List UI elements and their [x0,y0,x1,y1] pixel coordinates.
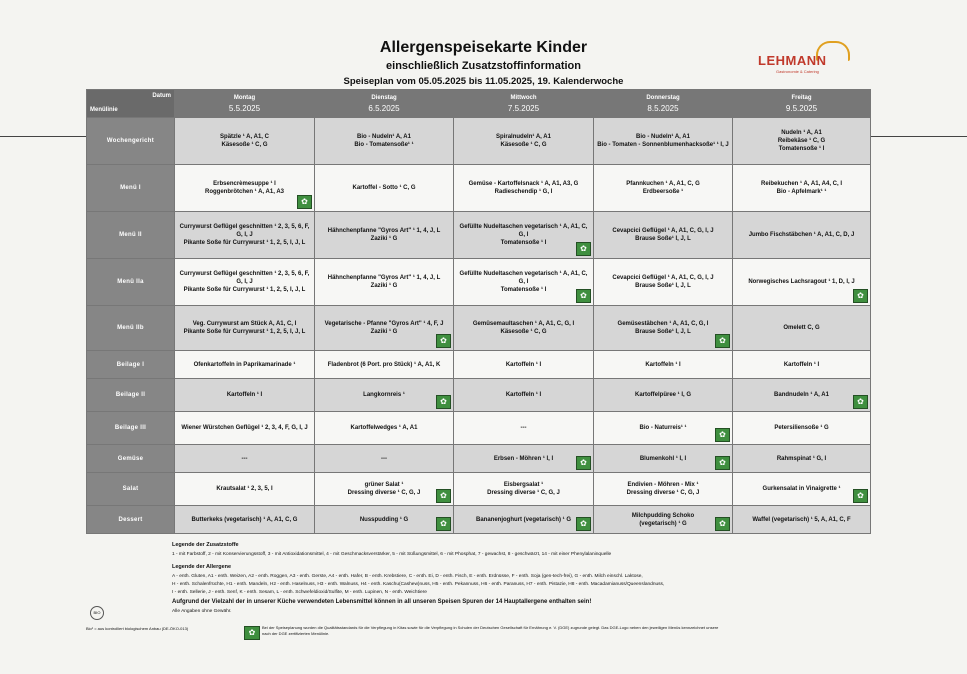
dish-cell [733,165,871,212]
additives-title: Legende der Zusatzstoffe [172,542,239,548]
dge-leaf-icon: ✿ [576,289,591,303]
dish-line: Currywurst Geflügel geschnitten ¹ 2, 3, 5, 6, F, G, I, J [179,271,310,285]
lehmann-logo [758,45,853,75]
additives-text: 1 - mit Farbstoff, 2 - mit Konservierungsstoff, 3 - mit Antioxidationsmittel, 4 - mit Geschmacksverstärker, 5 - mit Süßungsmittel, 6 - mit Phosphat, 7 - gewachst, 8 - geschwärzt, 14 - mit einer Phenylalaninquelle [172,552,612,557]
dish-cell [175,473,315,506]
dish-cell [594,212,733,259]
dish-line: Spiralnudeln¹ A, A1 [496,134,551,140]
dish-line: Bananenjoghurt (vegetarisch) ¹ G [475,516,571,523]
dish-line: Kartoffeln ¹ I [645,361,681,368]
dish-line: Kartoffel - Sotto ¹ C, G [352,185,416,191]
dish-cell [315,445,454,473]
dge-leaf-icon: ✿ [436,395,451,409]
dish-line: Käsesoße ¹ C, G [500,329,547,335]
dish-cell [315,118,454,165]
dish-line: Tomatensoße ¹ I [778,146,825,152]
dish-cell [594,473,733,506]
dish-cell [594,506,733,534]
table-row [87,212,871,259]
dish-line: --- [520,425,527,431]
dish-cell [454,306,594,351]
dish-cell [733,473,871,506]
dish-line: Tomatensoße ¹ I [500,240,547,246]
dish-line: --- [381,455,387,462]
allergens-line-3: I - enth. Sellerie, J - enth. Senf, K - enth. Sesam, L - enth. Schwefeldioxid/Sulfite, M - enth. Lupinen, N - enth. Weichtiere [172,590,427,595]
table-corner [87,90,175,118]
dish-line: Langkornreis ¹ [363,392,405,398]
dish-cell [175,306,315,351]
day-name: Mittwoch [510,95,537,101]
dish-line: Radieschendip ¹ G, I [494,189,553,195]
dish-cell [454,473,594,506]
dish-line: Petersiliensoße ¹ G [774,425,829,431]
dish-line: Kartoffelpüree ¹ I, G [634,392,691,398]
dish-line: Omelett C, G [783,325,820,331]
table-row [87,118,871,165]
menu-table [86,89,871,534]
dish-line: Brause Soße¹ I, J, L [635,236,691,242]
allergens-line-1: A - enth. Gluten, A1 - enth. Weizen, A2 - enth. Roggen, A3 - enth. Gerste, A4 - enth. Hafer, B - enth. Krebstiere, C - enth. Ei, D - enth. Fisch, E - enth. Erdnüsse, F - enth. Soja (gen-tech-frei), G - enth. Milch einschl. Laktose, [172,574,643,579]
dge-leaf-icon: ✿ [436,517,451,531]
menu-line-label: Menü II [87,212,175,259]
dish-cell [733,379,871,412]
dish-line: Reibekäse ¹ C, G [777,138,826,144]
dish-line: Pfannkuchen ¹ A, A1, C, G [626,181,700,187]
menu-line-label: Menü IIb [87,306,175,351]
dish-cell [175,351,315,379]
day-date: 6.5.2025 [368,104,400,113]
dish-line: Kartoffelwedges ¹ A, A1 [350,425,418,431]
dish-line: Bio - Apfelmark¹ ¹ [776,189,827,195]
day-date: 8.5.2025 [647,104,679,113]
dish-cell [733,118,871,165]
dish-line: Käsesoße ¹ C, G [221,142,268,148]
dish-line: Vegetarische - Pfanne "Gyros Art" ¹ 4, F, J [324,321,444,327]
dish-line: Pikante Soße für Currywurst ¹ 1, 2, 5, I, J, L [183,240,306,246]
table-row [87,445,871,473]
dish-cell [454,212,594,259]
table-row [87,259,871,306]
dish-cell [454,445,594,473]
allergen-warning: Aufgrund der Vielzahl der in unserer Küche verwendeten Lebensmittel können in all unseren Speisen Spuren der 14 Hauptallergene enthalten sein! [172,599,592,605]
dish-cell [454,259,594,306]
dish-line: Pikante Soße für Currywurst ¹ 1, 2, 5, I, J, L [183,287,306,293]
day-name: Montag [233,95,256,101]
dish-line: Veg. Currywurst am Stück A, A1, C, I [192,321,297,327]
dish-line: Dressing diverse ¹ C, G, J [626,490,700,496]
menu-line-label: Gemüse [87,445,175,473]
dish-cell [175,118,315,165]
dish-line: Erdbeersoße ¹ [642,189,684,195]
dish-line: Hähnchenpfanne "Gyros Art" ¹ 1, 4, J, L [327,228,441,234]
dish-line: Blumenkohl ¹ I, I [639,455,687,462]
dish-line: Käsesoße ¹ C, G [500,142,547,148]
dish-line: grüner Salat ¹ [364,482,404,488]
dish-cell [175,165,315,212]
logo-text: LEHMANN [758,53,827,68]
dish-cell [594,118,733,165]
dish-line: Gemüsestäbchen ¹ A, A1, C, G, I [617,321,709,327]
dish-cell [594,351,733,379]
dish-line: Wiener Würstchen Geflügel ¹ 2, 3, 4, F, G, I, J [181,425,308,431]
dish-cell [594,412,733,445]
dish-cell [315,473,454,506]
day-name: Dienstag [371,95,397,101]
dish-cell [594,306,733,351]
dish-line: Dressing diverse ¹ C, G, J [487,490,560,496]
dish-line: Bio - Nudeln¹ A, A1 [357,134,411,140]
dish-line: Erbsen - Möhren ¹ I, I [493,455,554,462]
logo-subtext: Gastronomie & Catering [776,69,819,74]
table-row [87,165,871,212]
dge-leaf-icon: ✿ [715,517,730,531]
dish-line: Butterkeks (vegetarisch) ¹ A, A1, C, G [191,516,298,523]
dish-line: Rahmspinat ¹ G, I [776,455,827,462]
table-row [87,412,871,445]
day-date: 5.5.2025 [228,104,261,113]
dish-cell [315,212,454,259]
dge-leaf-icon: ✿ [715,456,730,470]
dish-line: Gemüsemaultaschen ¹ A, A1, C, G, I [472,321,575,327]
dge-leaf-icon: ✿ [436,489,451,503]
dish-cell [175,212,315,259]
week-range: Speiseplan vom 05.05.2025 bis 11.05.2025, 19. Kalenderwoche [343,76,624,87]
dish-cell [454,379,594,412]
dish-cell [454,351,594,379]
dish-cell [733,306,871,351]
dish-line: Bio - Tomatensoße¹ ¹ [354,142,414,148]
menu-line-label: Menü I [87,165,175,212]
menu-line-label: Wochengericht [87,118,175,165]
day-header [594,90,733,118]
dish-cell [175,259,315,306]
dish-cell [315,351,454,379]
dish-line: Brause Soße¹ I, J, L [635,283,691,289]
table-row [87,306,871,351]
dish-cell [733,506,871,534]
dge-leaf-icon: ✿ [853,395,868,409]
day-date: 9.5.2025 [785,104,818,113]
dge-leaf-icon: ✿ [576,517,591,531]
dge-leaf-icon: ✿ [853,489,868,503]
menu-line-label: Salat [87,473,175,506]
table-row [87,379,871,412]
dish-line: Dressing diverse ¹ C, G, J [347,490,421,496]
menu-line-label: Beilage I [87,351,175,379]
dish-cell [315,412,454,445]
dish-cell [315,165,454,212]
bio-note: Bio¹ = aus kontrolliert biologischem Anbau (DE-ÖKO-013) [86,626,189,631]
table-row [87,473,871,506]
dish-line: Nusspudding ¹ G [359,516,409,523]
table-row [87,351,871,379]
dish-cell [733,259,871,306]
day-name: Donnerstag [646,95,680,101]
dish-line: Milchpudding Schoko [631,512,695,519]
dish-cell [594,165,733,212]
dish-line: Hähnchenpfanne "Gyros Art" ¹ 1, 4, J, L [327,275,441,281]
menu-line-label: Beilage II [87,379,175,412]
dish-line: Roggenbrötchen ¹ A, A1, A3 [204,189,284,195]
dge-leaf-icon: ✿ [715,334,730,348]
dge-note-1: Bei der Speiseplanung wurden die Qualitätsstandards für die Verpflegung in Kitas sowie für die Verpflegung in Schulen der Deutschen Gesellschaft für Ernährung e. V. (DGE) zugrunde gelegt. Das DGE-Logo neben den jeweiligen Menüs kennzeichnet unsere [262,625,719,630]
dish-line: Gemüse - Kartoffelsnack ¹ A, A1, A3, G [468,181,579,187]
dish-cell [175,506,315,534]
dish-line: Bio - Naturreis¹ ¹ [639,425,687,431]
day-header [175,90,315,118]
dish-cell [175,445,315,473]
page-title: Allergenspeisekarte Kinder [379,39,588,56]
dge-leaf-icon: ✿ [436,334,451,348]
allergens-line-2: H - enth. Schalenfrüchte, H1 - enth. Mandeln, H2 - enth. Haselnuss, H3 - enth. Walnuss, H4 - enth. Kaschu(Cashew)nuss, H5 - enth. Pekannuss, H6 - enth. Paranuss, H7 - enth. Pistazie, H8 - enth. Macadamianuss/Queenslandnuss, [172,582,665,587]
menu-line-label: Menü IIa [87,259,175,306]
dish-line: Ofenkartoffeln in Paprikamarinade ¹ [193,361,296,368]
dish-line: Bio - Tomaten - Sonnenblumenhacksoße¹ ¹ I, J [597,142,729,148]
dish-cell [454,165,594,212]
dish-line: Eisbergsalat ¹ [503,482,544,488]
bio-badge-icon: BIO [90,606,104,620]
dish-cell [594,379,733,412]
dish-line: Zaziki ¹ G [370,236,398,242]
dish-cell [315,506,454,534]
dge-leaf-icon: ✿ [715,428,730,442]
dish-line: Zaziki ¹ G [370,283,398,289]
dish-line: Cevapcici Geflügel ¹ A, A1, C, G, I, J [612,228,714,234]
day-name: Freitag [791,95,812,101]
dish-cell [315,379,454,412]
dish-line: Currywurst Geflügel geschnitten ¹ 2, 3, 5, 6, F, G, I, J [179,224,310,238]
allergens-title: Legende der Allergene [172,564,232,570]
dish-cell [454,412,594,445]
dish-line: Fladenbrot (6 Port. pro Stück) ¹ A, A1, K [327,361,441,368]
dish-line: Bandnudeln ¹ A, A1 [774,392,829,398]
dge-leaf-icon: ✿ [853,289,868,303]
dish-line: Erbsencrèmesuppe ¹ I [213,181,276,187]
dish-line: --- [241,455,248,462]
dish-line: Norwegisches Lachsragout ¹ 1, D, I, J [748,279,855,285]
dish-cell [315,306,454,351]
dish-line: Reibekuchen ¹ A, A1, A4, C, I [760,181,843,187]
dish-line: Pikante Soße für Currywurst ¹ 1, 2, 5, I, J, L [183,329,306,335]
dish-line: Kartoffeln ¹ I [505,361,542,368]
day-date: 7.5.2025 [507,104,540,113]
dish-line: Krautsalat ¹ 2, 3, 5, I [216,486,273,492]
dish-line: Kartoffeln ¹ I [226,392,263,398]
dish-line: Zaziki ¹ G [370,329,398,335]
dish-cell [733,351,871,379]
dish-cell [454,506,594,534]
dish-cell [454,118,594,165]
table-row [87,506,871,534]
dish-line: Bio - Nudeln¹ A, A1 [636,134,690,140]
day-header [733,90,871,118]
dge-leaf-icon: ✿ [576,456,591,470]
menu-line-label: Dessert [87,506,175,534]
corner-line-label: Menülinie [90,107,118,113]
dish-line: (vegetarisch) ¹ G [639,520,687,527]
dish-cell [733,212,871,259]
dish-cell [175,379,315,412]
dish-line: Cevapcici Geflügel ¹ A, A1, C, G, I, J [612,275,714,281]
menu-line-label: Beilage III [87,412,175,445]
day-header [315,90,454,118]
dish-cell [594,259,733,306]
dish-cell [315,259,454,306]
dish-cell [733,445,871,473]
dge-note-2: nach der DGE zertifizierten Menülinie. [262,631,330,636]
dish-line: Gefüllte Nudeltaschen vegetarisch ¹ A, A1, C, G, I [459,224,588,238]
dish-cell [733,412,871,445]
dge-leaf-icon: ✿ [244,626,260,640]
dish-cell [594,445,733,473]
dish-line: Spätzle ¹ A, A1, C [220,134,269,140]
dish-line: Nudeln ¹ A, A1 [781,130,822,136]
no-guarantee: Alle Angaben ohne Gewähr. [172,609,232,614]
day-header [454,90,594,118]
dish-line: Waffel (vegetarisch) ¹ 5, A, A1, C, F [752,516,851,523]
dish-line: Kartoffeln ¹ I [505,392,542,398]
dish-line: Brause Soße¹ I, J, L [635,329,691,335]
dish-line: Gefüllte Nudeltaschen vegetarisch ¹ A, A1, C, G, I [459,271,588,285]
dish-line: Gurkensalat in Vinaigrette ¹ [762,486,841,492]
dish-line: Tomatensoße ¹ I [500,287,547,293]
dish-line: Endivien - Möhren - Mix ¹ [627,482,699,488]
corner-date-label: Datum [152,93,171,99]
dish-line: Jumbo Fischstäbchen ¹ A, A1, C, D, J [748,232,855,238]
dge-leaf-icon: ✿ [576,242,591,256]
dge-leaf-icon: ✿ [297,195,312,209]
dish-cell [175,412,315,445]
page-subtitle: einschließlich Zusatzstoffinformation [386,60,581,72]
dish-line: Kartoffeln ¹ I [783,361,820,368]
